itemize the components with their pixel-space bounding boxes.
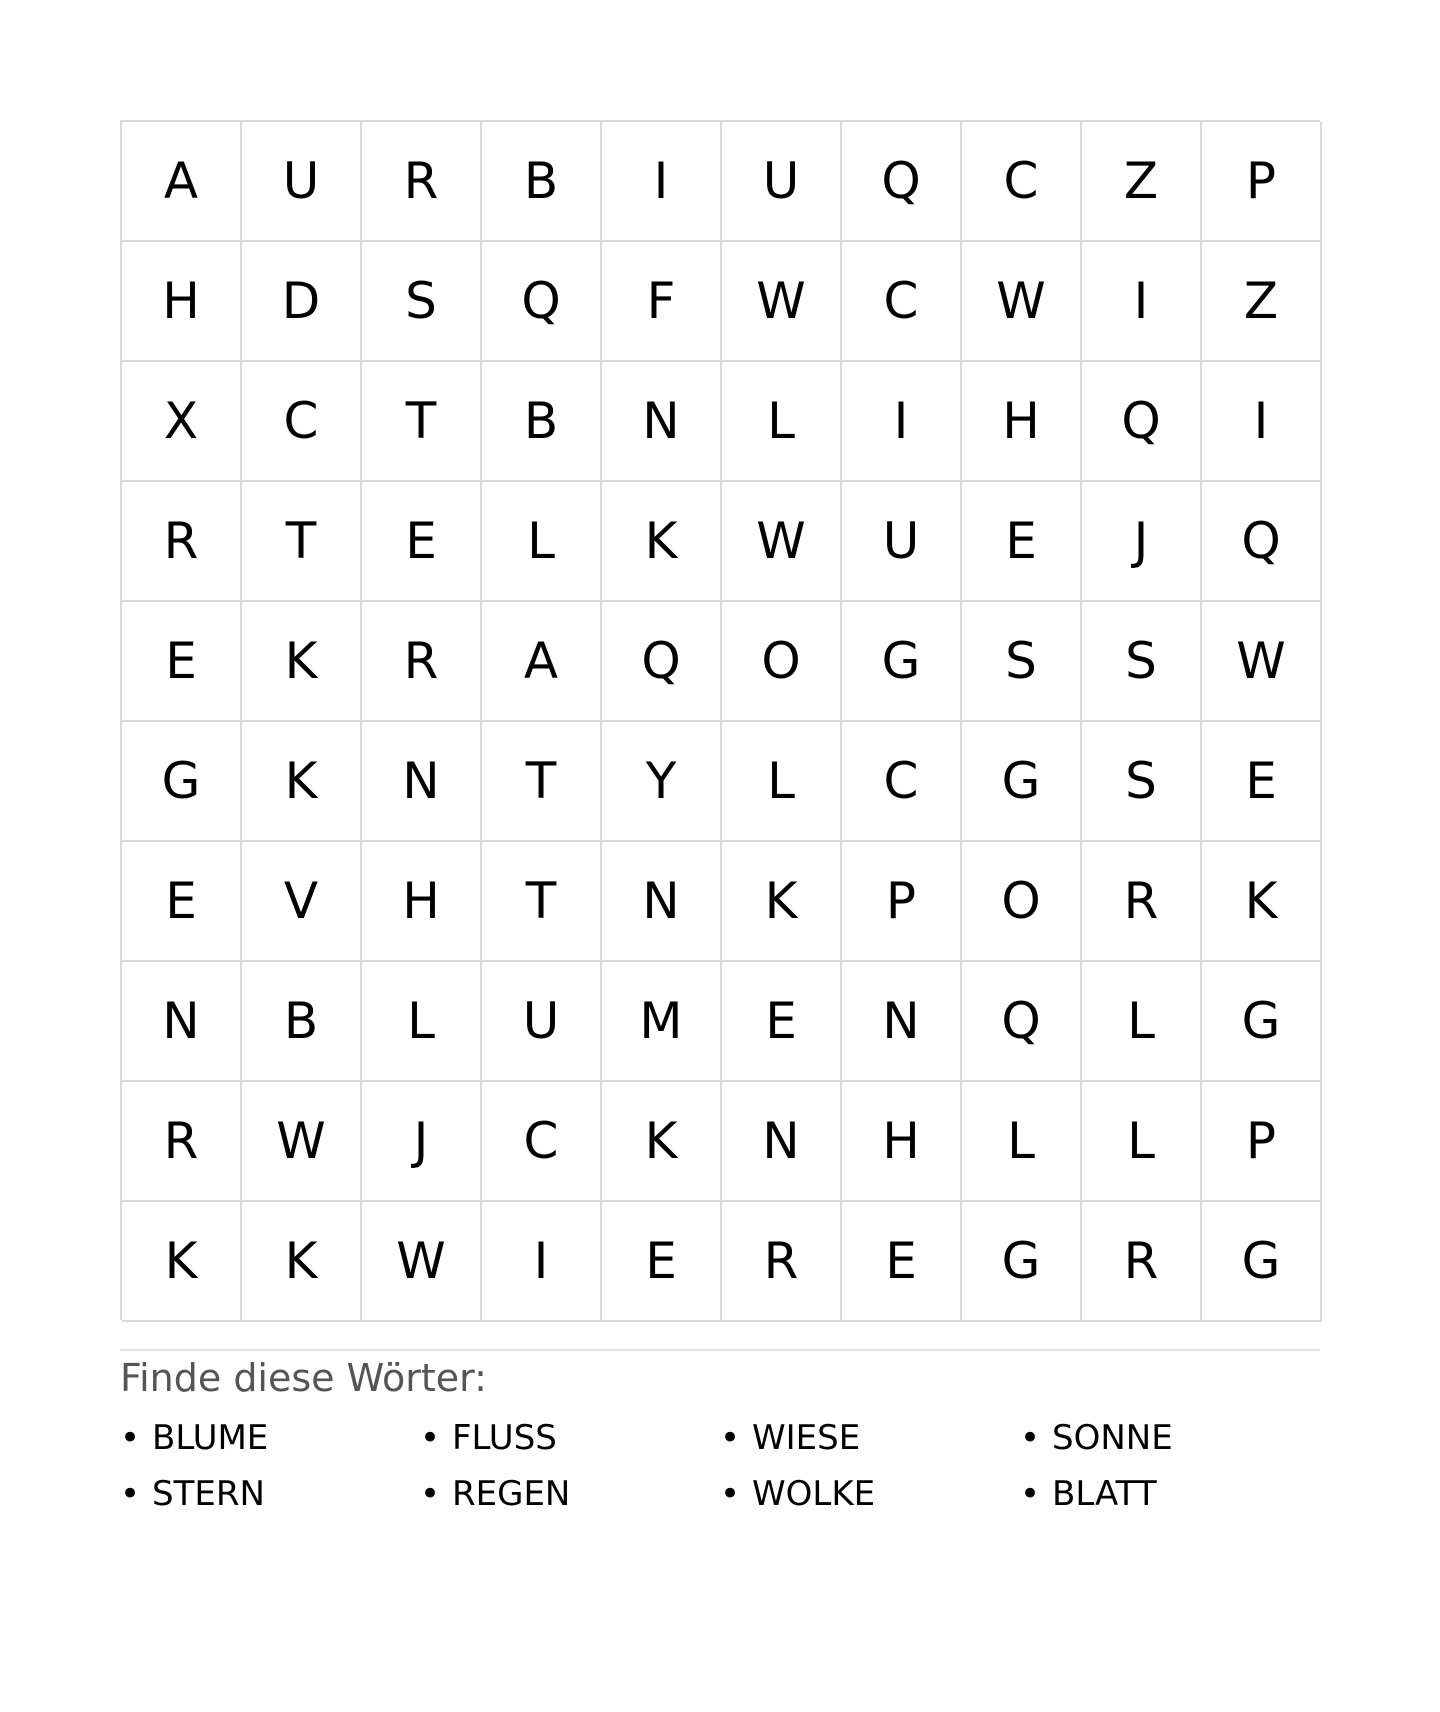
grid-cell[interactable]: G [122,722,242,842]
grid-cell[interactable]: J [1082,482,1202,602]
grid-cell[interactable]: K [242,722,362,842]
grid-cell[interactable]: N [122,962,242,1082]
letter-grid [120,120,1320,1320]
grid-cell[interactable]: I [1082,242,1202,362]
grid-cell[interactable]: Q [1082,362,1202,482]
grid-cell[interactable]: R [1082,842,1202,962]
grid-cell[interactable]: R [1082,1202,1202,1322]
grid-cell[interactable]: W [362,1202,482,1322]
bullet-icon: • [720,1418,741,1458]
grid-cell[interactable]: Q [482,242,602,362]
grid-cell[interactable]: A [482,602,602,722]
grid-cell[interactable]: I [602,122,722,242]
grid-cell[interactable]: T [362,362,482,482]
grid-cell[interactable]: W [722,242,842,362]
grid-cell[interactable]: B [482,122,602,242]
grid-cell[interactable]: G [1202,1202,1322,1322]
bullet-icon: • [420,1418,441,1458]
grid-cell[interactable]: P [1202,1082,1322,1202]
grid-cell[interactable]: C [242,362,362,482]
grid-cell[interactable]: G [962,1202,1082,1322]
word-list-item [720,1410,1020,1466]
word-list-item [120,1466,420,1522]
grid-cell[interactable]: N [722,1082,842,1202]
grid-cell[interactable]: C [482,1082,602,1202]
grid-cell[interactable]: K [602,1082,722,1202]
grid-cell[interactable]: G [1202,962,1322,1082]
grid-cell[interactable]: R [362,122,482,242]
grid-cell[interactable]: R [362,602,482,722]
grid-cell[interactable]: E [122,602,242,722]
grid-cell[interactable]: N [362,722,482,842]
grid-cell[interactable]: W [722,482,842,602]
grid-cell[interactable]: U [842,482,962,602]
grid-cell[interactable]: G [962,722,1082,842]
grid-cell[interactable]: L [962,1082,1082,1202]
word-list-item [1020,1410,1320,1466]
grid-cell[interactable]: O [962,842,1082,962]
bullet-icon: • [420,1474,441,1514]
grid-cell[interactable]: H [362,842,482,962]
grid-cell[interactable]: W [242,1082,362,1202]
grid-cell[interactable]: T [482,842,602,962]
word-list [120,1410,1320,1522]
grid-cell[interactable]: X [122,362,242,482]
bullet-icon: • [1020,1418,1041,1458]
word-label: WOLKE [752,1474,876,1514]
grid-cell[interactable]: E [722,962,842,1082]
bullet-icon: • [1020,1474,1041,1514]
divider [120,1349,1320,1351]
word-label: BLUME [152,1418,269,1458]
bullet-icon: • [120,1474,141,1514]
grid-cell[interactable]: D [242,242,362,362]
grid-cell[interactable]: E [842,1202,962,1322]
bullet-icon: • [120,1418,141,1458]
grid-cell[interactable]: N [842,962,962,1082]
word-label: STERN [152,1474,265,1514]
grid-cell[interactable]: H [962,362,1082,482]
grid-cell[interactable]: R [722,1202,842,1322]
grid-cell[interactable]: Q [842,122,962,242]
grid-cell[interactable]: Q [1202,482,1322,602]
grid-cell[interactable]: U [482,962,602,1082]
grid-cell[interactable]: K [722,842,842,962]
grid-cell[interactable]: C [842,242,962,362]
grid-cell[interactable]: H [842,1082,962,1202]
grid-cell[interactable]: B [482,362,602,482]
grid-cell[interactable]: L [1082,1082,1202,1202]
word-list-item [1020,1466,1320,1522]
grid-cell[interactable]: L [482,482,602,602]
grid-cell[interactable]: K [242,602,362,722]
grid-cell[interactable]: K [242,1202,362,1322]
word-list-item [420,1466,720,1522]
grid-cell[interactable]: L [722,722,842,842]
grid-cell[interactable]: I [1202,362,1322,482]
grid-cell[interactable]: N [602,362,722,482]
grid-cell[interactable]: Z [1082,122,1202,242]
grid-cell[interactable]: C [842,722,962,842]
grid-cell[interactable]: U [242,122,362,242]
grid-cell[interactable]: E [362,482,482,602]
grid-cell[interactable]: K [602,482,722,602]
grid-cell[interactable]: G [842,602,962,722]
grid-cell[interactable]: A [122,122,242,242]
grid-cell[interactable]: Q [602,602,722,722]
grid-cell[interactable]: U [722,122,842,242]
word-label: SONNE [1052,1418,1173,1458]
grid-cell[interactable]: P [1202,122,1322,242]
grid-cell[interactable]: I [842,362,962,482]
word-label: WIESE [752,1418,861,1458]
grid-cell[interactable]: W [1202,602,1322,722]
word-label: FLUSS [452,1418,557,1458]
grid-cell[interactable]: K [1202,842,1322,962]
grid-cell[interactable]: S [962,602,1082,722]
bullet-icon: • [720,1474,741,1514]
grid-cell[interactable]: P [842,842,962,962]
grid-cell[interactable]: L [1082,962,1202,1082]
grid-cell[interactable]: E [122,842,242,962]
grid-cell[interactable]: T [242,482,362,602]
grid-cell[interactable]: R [122,1082,242,1202]
grid-cell[interactable]: Z [1202,242,1322,362]
grid-cell[interactable]: C [962,122,1082,242]
grid-cell[interactable]: O [722,602,842,722]
grid-cell[interactable]: M [602,962,722,1082]
grid-cell[interactable]: N [602,842,722,962]
grid-cell[interactable]: I [482,1202,602,1322]
grid-cell[interactable]: H [122,242,242,362]
word-list-title: Finde diese Wörter: [120,1356,487,1400]
grid-cell[interactable]: V [242,842,362,962]
grid-cell[interactable]: S [1082,722,1202,842]
grid-cell[interactable]: S [1082,602,1202,722]
grid-cell[interactable]: W [962,242,1082,362]
grid-cell[interactable]: Y [602,722,722,842]
grid-cell[interactable]: L [722,362,842,482]
grid-cell[interactable]: E [602,1202,722,1322]
word-list-item [720,1466,1020,1522]
grid-cell[interactable]: K [122,1202,242,1322]
grid-cell[interactable]: T [482,722,602,842]
grid-cell[interactable]: B [242,962,362,1082]
word-label: BLATT [1052,1474,1157,1514]
grid-cell[interactable]: L [362,962,482,1082]
grid-cell[interactable]: S [362,242,482,362]
word-list-item [120,1410,420,1466]
grid-cell[interactable]: Q [962,962,1082,1082]
grid-cell[interactable]: E [1202,722,1322,842]
grid-cell[interactable]: R [122,482,242,602]
grid-cell[interactable]: F [602,242,722,362]
word-list-item [420,1410,720,1466]
word-label: REGEN [452,1474,571,1514]
grid-cell[interactable]: E [962,482,1082,602]
grid-cell[interactable]: J [362,1082,482,1202]
